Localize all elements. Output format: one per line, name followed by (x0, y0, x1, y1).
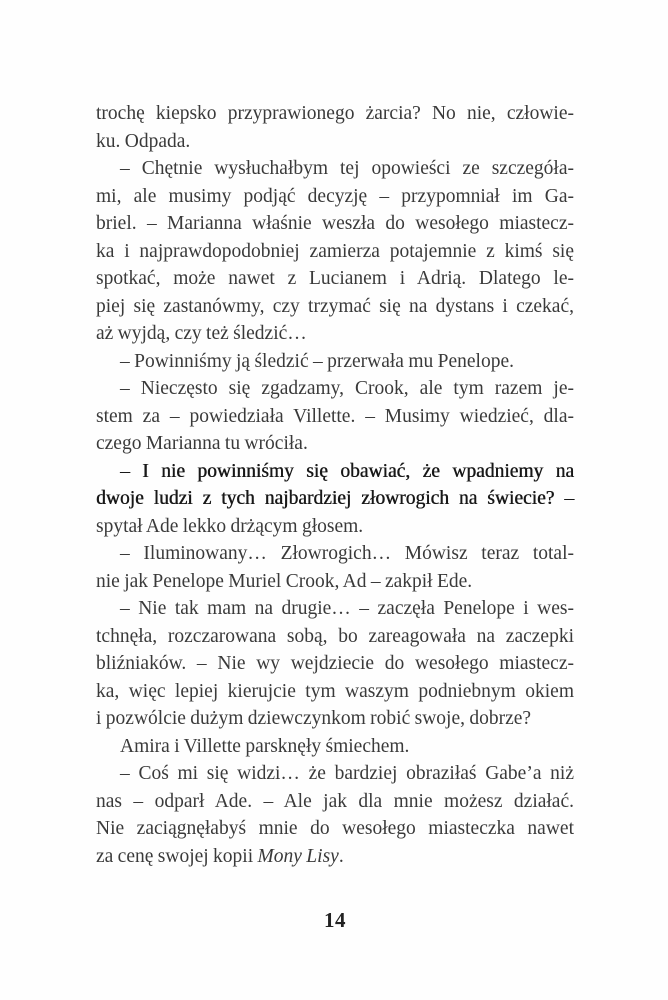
paragraph (96, 595, 574, 733)
text-line (96, 788, 574, 816)
text-segment: – Nie tak mam na drugie… – zaczęła Penelope i wes- (120, 598, 574, 619)
text-segment: ka, więc lepiej kierujcie tym waszym podniebnym okiem (96, 680, 574, 702)
paragraph (96, 348, 574, 376)
text-segment: nie jak Penelope Muriel Crook, Ad – zakpił Ede. (96, 570, 473, 592)
paragraph (96, 155, 574, 348)
text-segment: – Chętnie wysłuchałbym tej opowieści ze szczegóła- (120, 158, 574, 179)
text-segment: piej się zastanówmy, czy trzymać się na dystans i czekać, (96, 295, 574, 317)
text-line (96, 568, 574, 596)
text-line (96, 843, 574, 871)
text-segment: ka i najprawdopodobniej zamierza potajemnie z kimś się (96, 240, 574, 262)
text-segment: nas – odparł Ade. – Ale jak dla mnie możesz działać. (96, 790, 574, 812)
text-segment: – Coś mi się widzi… że bardziej obraziłaś Gabe’a niż (120, 763, 574, 784)
text-line (96, 733, 574, 761)
italic-text: Mony Lisy (257, 845, 339, 867)
text-segment: tchnęła, rozczarowana sobą, bo zareagowała na zaczepki (96, 625, 574, 647)
text-segment: – Nieczęsto się zgadzamy, Crook, ale tym razem je- (120, 378, 574, 399)
paragraph (96, 760, 574, 870)
text-segment: ku. Odpada. (96, 130, 191, 152)
paragraph (96, 733, 574, 761)
text-line (96, 678, 574, 706)
text-segment: dwoje ludzi z tych najbardziej złowrogich na świecie? – (96, 488, 574, 509)
text-line (96, 403, 574, 431)
paragraph (96, 375, 574, 458)
text-segment: – Powinniśmy ją śledzić – przerwała mu Penelope. (120, 350, 514, 372)
text-segment: za cenę swojej kopii (96, 845, 258, 867)
text-line (96, 815, 574, 843)
text-line (96, 650, 574, 678)
text-line (96, 430, 574, 458)
text-line (96, 128, 574, 156)
text-segment: Nie zaciągnęłabyś mnie do wesołego miasteczka nawet (96, 818, 574, 839)
text-block (96, 100, 574, 870)
paragraph (96, 100, 574, 155)
text-line (96, 210, 574, 238)
text-line (96, 458, 574, 486)
text-line (96, 293, 574, 321)
text-line (96, 238, 574, 266)
text-segment: i pozwólcie dużym dziewczynkom robić swoje, dobrze? (96, 708, 532, 729)
text-segment: . (338, 845, 344, 867)
text-segment: spytał Ade lekko drżącym głosem. (96, 515, 364, 537)
text-line (96, 540, 574, 568)
text-line (96, 265, 574, 293)
text-line (96, 760, 574, 788)
text-line (96, 375, 574, 403)
text-line (96, 183, 574, 211)
text-line (96, 485, 574, 513)
text-line (96, 513, 574, 541)
text-line (96, 320, 574, 348)
text-segment: – I nie powinniśmy się obawiać, że wpadniemy na (120, 460, 574, 482)
text-line (96, 100, 574, 128)
text-line (96, 623, 574, 651)
paragraph (96, 458, 574, 541)
text-segment: mi, ale musimy podjąć decyzję – przypomniał im Ga- (96, 185, 574, 207)
text-segment: bliźniaków. – Nie wy wejdziecie do wesołego miastecz- (96, 653, 574, 674)
text-segment: Amira i Villette parsknęły śmiechem. (120, 735, 410, 757)
text-segment: spotkać, może nawet z Lucianem i Adrią. Dlatego le- (96, 268, 574, 289)
text-segment: stem za – powiedziała Villette. – Musimy wiedzieć, dla- (96, 405, 574, 427)
page-number: 14 (324, 908, 346, 932)
text-segment: briel. – Marianna właśnie weszła do wesołego miastecz- (96, 213, 574, 234)
text-segment: – Iluminowany… Złowrogich… Mówisz teraz total- (120, 543, 574, 564)
text-line (96, 348, 574, 376)
text-segment: trochę kiepsko przyprawionego żarcia? No nie, człowie- (96, 103, 574, 124)
paragraph (96, 540, 574, 595)
text-line (96, 705, 574, 733)
text-line (96, 595, 574, 623)
text-segment: czego Marianna tu wróciła. (96, 433, 308, 454)
text-segment: aż wyjdą, czy też śledzić… (96, 323, 307, 344)
text-line (96, 155, 574, 183)
